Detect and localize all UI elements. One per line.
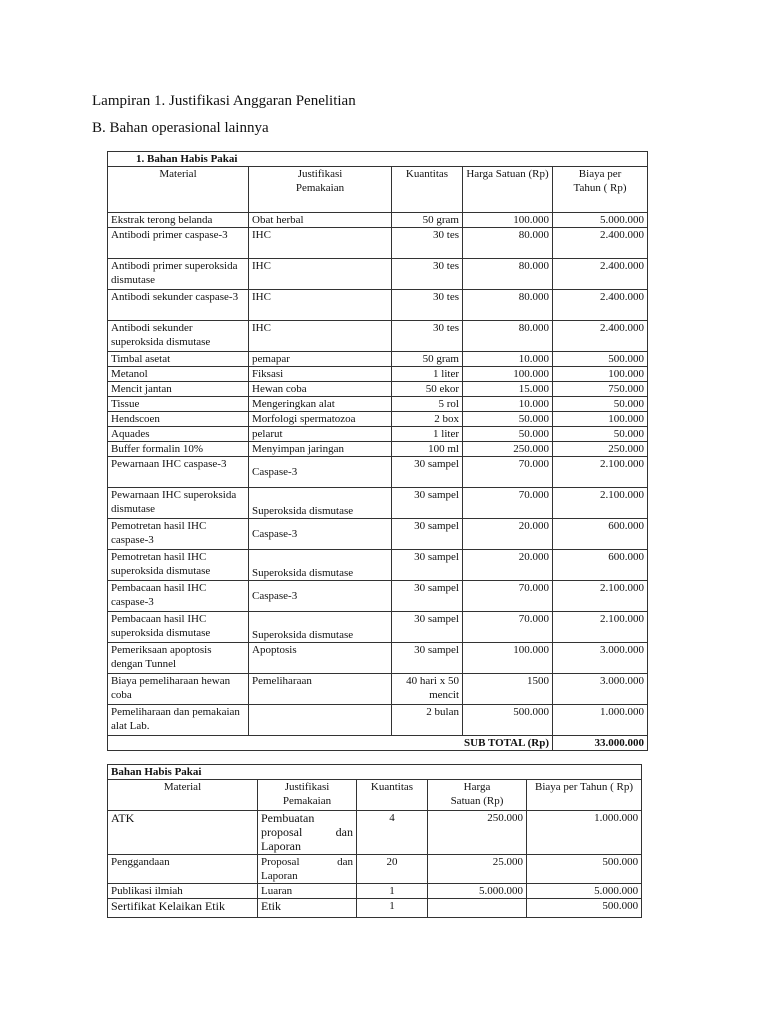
cell-biaya: 2.100.000 [553,581,648,612]
budget-table-2 [107,764,642,918]
cell-justifikasi: Hewan coba [249,382,392,397]
cell-kuantitas: 30 tes [392,321,463,352]
cell-kuantitas: 20 [357,855,428,884]
table-row [108,855,642,884]
cell-biaya: 100.000 [553,367,648,382]
cell-material: Penggandaan [108,855,258,884]
table-row [108,228,648,259]
cell-kuantitas: 30 sampel [392,643,463,674]
cell-material: Publikasi ilmiah [108,884,258,899]
cell-material: Antibodi sekunder caspase-3 [108,290,249,321]
table-row [108,352,648,367]
table-row [108,412,648,427]
cell-justifikasi: pemapar [249,352,392,367]
cell-material: Ekstrak terong belanda [108,213,249,228]
cell-material: Pembacaan hasil IHC caspase-3 [108,581,249,612]
cell-kuantitas: 30 sampel [392,519,463,550]
cell-harga: 20.000 [463,519,553,550]
cell-biaya: 50.000 [553,427,648,442]
cell-biaya: 2.100.000 [553,457,648,488]
table-row [108,382,648,397]
cell-justifikasi: Luaran [258,884,357,899]
cell-justifikasi: Superoksida dismutase [249,488,392,519]
header-kuantitas: Kuantitas [392,167,463,213]
cell-justifikasi: Apoptosis [249,643,392,674]
cell-harga: 15.000 [463,382,553,397]
cell-harga: 70.000 [463,488,553,519]
cell-harga: 50.000 [463,427,553,442]
cell-material: ATK [108,811,258,855]
cell-kuantitas: 1 liter [392,427,463,442]
cell-biaya: 750.000 [553,382,648,397]
cell-harga: 80.000 [463,290,553,321]
cell-kuantitas: 1 [357,899,428,918]
cell-kuantitas: 40 hari x 50 mencit [392,674,463,705]
cell-harga: 250.000 [463,442,553,457]
cell-material: Sertifikat Kelaikan Etik [108,899,258,918]
table-row [108,811,642,855]
cell-justifikasi: Superoksida dismutase [249,550,392,581]
page-title: Lampiran 1. Justifikasi Anggaran Penelitian [92,93,356,109]
cell-biaya: 500.000 [553,352,648,367]
header-harga: Harga Satuan (Rp) [428,780,527,811]
cell-justifikasi: IHC [249,259,392,290]
cell-material: Pemeliharaan dan pemakaian alat Lab. [108,705,249,736]
cell-kuantitas: 1 [357,884,428,899]
cell-harga: 80.000 [463,321,553,352]
cell-biaya: 600.000 [553,550,648,581]
cell-justifikasi: pelarut [249,427,392,442]
table-row [108,367,648,382]
header-biaya: Biaya per Tahun ( Rp) [527,780,642,811]
cell-justifikasi: Menyimpan jaringan [249,442,392,457]
table-row [108,519,648,550]
cell-kuantitas: 30 tes [392,259,463,290]
cell-justifikasi: Pemeliharaan [249,674,392,705]
cell-harga: 70.000 [463,457,553,488]
cell-biaya: 2.400.000 [553,228,648,259]
cell-harga: 70.000 [463,581,553,612]
cell-kuantitas: 5 rol [392,397,463,412]
cell-biaya: 5.000.000 [553,213,648,228]
table-row [108,259,648,290]
cell-kuantitas: 50 gram [392,213,463,228]
cell-harga: 500.000 [463,705,553,736]
cell-justifikasi: Proposal dan Laporan [258,855,357,884]
cell-justifikasi: Etik [258,899,357,918]
header-material: Material [108,780,258,811]
cell-material: Aquades [108,427,249,442]
cell-justifikasi: IHC [249,321,392,352]
cell-kuantitas: 2 box [392,412,463,427]
header-justifikasi: Justifikasi Pemakaian [249,167,392,213]
cell-material: Metanol [108,367,249,382]
cell-material: Pemotretan hasil IHC superoksida dismutase [108,550,249,581]
cell-material: Pemeriksaan apoptosis dengan Tunnel [108,643,249,674]
cell-biaya: 1.000.000 [553,705,648,736]
cell-biaya: 50.000 [553,397,648,412]
cell-harga: 10.000 [463,352,553,367]
table-row [108,213,648,228]
cell-biaya: 100.000 [553,412,648,427]
cell-kuantitas: 30 sampel [392,550,463,581]
cell-justifikasi: Pembuatan proposal dan Laporan [258,811,357,855]
table-row [108,321,648,352]
table-row [108,442,648,457]
header-biaya: Biaya per Tahun ( Rp) [553,167,648,213]
header-justifikasi: Justifikasi Pemakaian [258,780,357,811]
cell-biaya: 2.400.000 [553,259,648,290]
subtotal-row [108,736,648,751]
cell-harga: 80.000 [463,259,553,290]
cell-harga: 25.000 [428,855,527,884]
cell-biaya: 5.000.000 [527,884,642,899]
table-row [108,705,648,736]
budget-table-1 [107,151,648,751]
cell-justifikasi [249,705,392,736]
cell-biaya: 3.000.000 [553,643,648,674]
cell-biaya: 2.100.000 [553,612,648,643]
cell-biaya: 500.000 [527,899,642,918]
cell-kuantitas: 30 tes [392,290,463,321]
cell-material: Antibodi primer caspase-3 [108,228,249,259]
cell-material: Pembacaan hasil IHC superoksida dismutase [108,612,249,643]
cell-material: Mencit jantan [108,382,249,397]
cell-kuantitas: 50 ekor [392,382,463,397]
cell-biaya: 3.000.000 [553,674,648,705]
cell-material: Pemotretan hasil IHC caspase-3 [108,519,249,550]
table-row [108,674,648,705]
table-row [108,457,648,488]
cell-justifikasi: Morfologi spermatozoa [249,412,392,427]
cell-harga: 100.000 [463,643,553,674]
table-row [108,643,648,674]
cell-kuantitas: 30 sampel [392,488,463,519]
cell-harga: 10.000 [463,397,553,412]
cell-harga: 1500 [463,674,553,705]
cell-material: Antibodi sekunder superoksida dismutase [108,321,249,352]
cell-harga: 20.000 [463,550,553,581]
table-row [108,884,642,899]
cell-material: Tissue [108,397,249,412]
cell-justifikasi: Superoksida dismutase [249,612,392,643]
cell-justifikasi: Mengeringkan alat [249,397,392,412]
cell-biaya: 250.000 [553,442,648,457]
cell-harga: 5.000.000 [428,884,527,899]
cell-justifikasi: Caspase-3 [249,581,392,612]
cell-biaya: 2.400.000 [553,321,648,352]
cell-biaya: 2.400.000 [553,290,648,321]
cell-material: Pewarnaan IHC caspase-3 [108,457,249,488]
cell-material: Antibodi primer superoksida dismutase [108,259,249,290]
cell-justifikasi: Caspase-3 [249,457,392,488]
table-row [108,550,648,581]
cell-justifikasi: Caspase-3 [249,519,392,550]
cell-kuantitas: 30 sampel [392,457,463,488]
cell-harga: 50.000 [463,412,553,427]
subtotal-value: 33.000.000 [553,736,648,751]
table-row [108,581,648,612]
cell-justifikasi: IHC [249,290,392,321]
cell-harga: 70.000 [463,612,553,643]
cell-kuantitas: 30 sampel [392,612,463,643]
header-harga: Harga Satuan (Rp) [463,167,553,213]
table-row [108,899,642,918]
cell-material: Biaya pemeliharaan hewan coba [108,674,249,705]
header-kuantitas: Kuantitas [357,780,428,811]
subtotal-label: SUB TOTAL (Rp) [108,736,553,751]
cell-harga: 250.000 [428,811,527,855]
cell-biaya: 500.000 [527,855,642,884]
cell-material: Hendscoen [108,412,249,427]
cell-material: Pewarnaan IHC superoksida dismutase [108,488,249,519]
cell-kuantitas: 2 bulan [392,705,463,736]
table2-section-title: Bahan Habis Pakai [108,765,642,780]
cell-justifikasi: IHC [249,228,392,259]
cell-justifikasi: Fiksasi [249,367,392,382]
header-material: Material [108,167,249,213]
table-row [108,427,648,442]
cell-kuantitas: 50 gram [392,352,463,367]
table-row [108,612,648,643]
section-subtitle: B. Bahan operasional lainnya [92,120,269,136]
cell-biaya: 600.000 [553,519,648,550]
cell-harga: 80.000 [463,228,553,259]
cell-kuantitas: 1 liter [392,367,463,382]
table-row [108,397,648,412]
cell-material: Buffer formalin 10% [108,442,249,457]
cell-kuantitas: 100 ml [392,442,463,457]
cell-material: Timbal asetat [108,352,249,367]
table1-section-title: 1. Bahan Habis Pakai [108,152,648,167]
cell-kuantitas: 30 tes [392,228,463,259]
cell-kuantitas: 4 [357,811,428,855]
cell-biaya: 2.100.000 [553,488,648,519]
cell-kuantitas: 30 sampel [392,581,463,612]
table-row [108,488,648,519]
cell-harga: 100.000 [463,213,553,228]
cell-biaya: 1.000.000 [527,811,642,855]
cell-justifikasi: Obat herbal [249,213,392,228]
cell-harga [428,899,527,918]
cell-harga: 100.000 [463,367,553,382]
table-row [108,290,648,321]
